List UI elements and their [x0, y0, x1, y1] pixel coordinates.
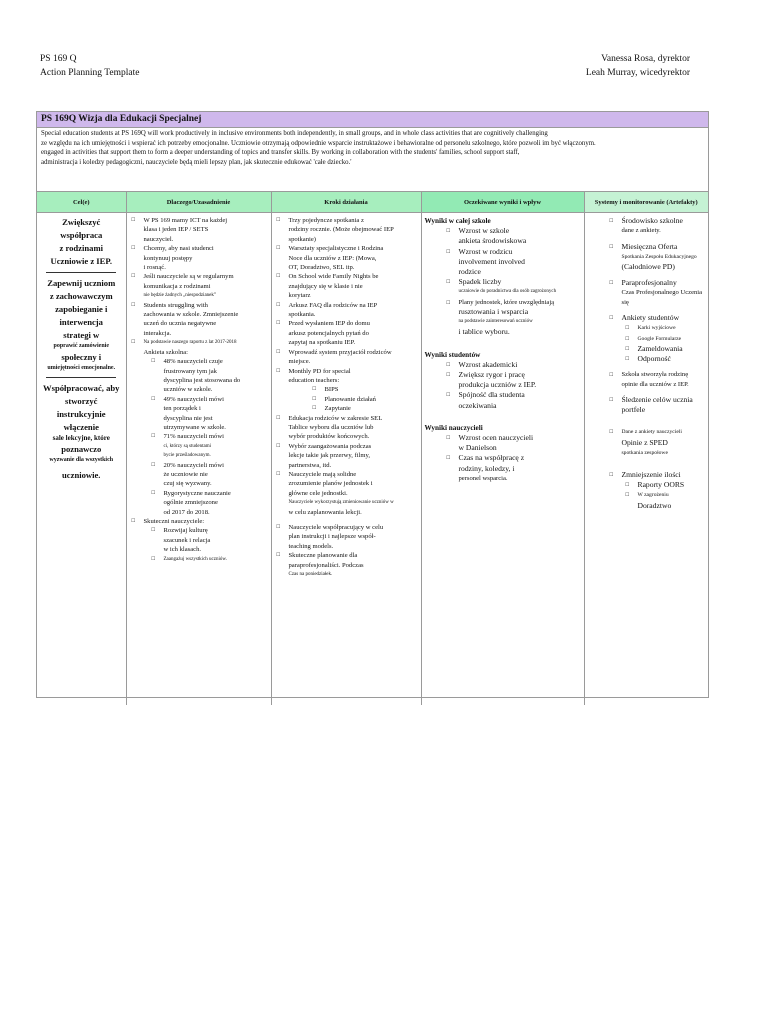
spacer [588, 458, 706, 470]
outcome-continuation [425, 307, 581, 338]
step-item [275, 367, 418, 386]
vice-director-name: Leah Murray, wicedyrektor [585, 68, 690, 78]
text: personel wsparcia. [458, 474, 508, 482]
text: Czas na poniedziałek. [288, 572, 333, 578]
header-left [40, 52, 139, 80]
goal-text: sale lekcyjne, które [52, 434, 110, 442]
text: Tablice wyboru dla uczniów lub [288, 423, 374, 431]
text: □ Rozwijaj kulturę [163, 527, 208, 535]
text: plan instrukcji i najlepsze współ- [288, 533, 376, 541]
text: Nauczyciele wykorzystują zmieniowanie uczniów w [288, 500, 394, 506]
text: ten porządek i [163, 405, 201, 413]
goal-inclusive-classrooms [40, 382, 123, 482]
text: dyscyplina jest stosowana do [163, 376, 241, 384]
goal-text: zapobieganie i [55, 304, 108, 314]
goal-text: włączenie [63, 422, 99, 432]
text: □ Plany jednostek, które uwzględniają [458, 298, 555, 306]
text: Czas Profesjonalnego Uczenia się [621, 289, 703, 306]
rationale-item [130, 272, 268, 300]
text: w ich klasach. [163, 546, 202, 554]
director-name: Vanessa Rosa, dyrektor [601, 54, 690, 64]
survey-item [130, 357, 268, 395]
goal-text: Uczniowie z IEP. [50, 256, 112, 266]
goal-text: poznawczo [61, 444, 102, 454]
text: □ Wprowadź system przyjaciół rodziców [288, 348, 392, 356]
text: □ Jeśli nauczyciele są w regularnym [143, 273, 234, 281]
step-item [275, 272, 418, 300]
goal-text: umiejętności emocjonalne. [47, 365, 116, 371]
text: □ 71% nauczycieli mówi [163, 433, 224, 441]
goal-text: z rodzinami [59, 243, 104, 253]
goal-text: uczniowie. [62, 470, 101, 480]
spacer [588, 415, 706, 427]
text: znajdujący się w klasie i nie [288, 282, 363, 290]
text: frustrowany tym jak [163, 367, 217, 375]
survey-item [130, 395, 268, 433]
text: dyscyplina nie jest [163, 414, 213, 422]
text: spotkanie) [288, 235, 316, 243]
goal-family-collaboration [40, 216, 123, 273]
goal-text: wyzwanie dla wszystkich [49, 457, 114, 463]
text: □ Miesięczna Oferta [621, 241, 678, 251]
text: Opinie z SPED [621, 437, 668, 447]
rationale-item [130, 216, 268, 244]
content-row [37, 213, 708, 706]
text: □ Spadek liczby [458, 277, 502, 287]
pd-topic: □ Zapytanie [275, 404, 418, 413]
text: klasa i jeden IEP / SETS [143, 226, 209, 234]
system-item [588, 242, 706, 273]
text: opinie dla uczniów z IEP. [621, 380, 689, 388]
divider [46, 377, 116, 378]
text: partnerstwa, itd. [288, 461, 332, 469]
text: na podstawie zainteresowań uczniów [458, 319, 533, 325]
outcome-item [425, 370, 581, 390]
step-item [275, 319, 418, 347]
text: □ Zwiększ rygor i pracę [458, 370, 525, 380]
divider [46, 272, 116, 273]
survey-type: □ Google Formularze [588, 334, 706, 344]
text: □ Wybór zaangażowania podczas [288, 442, 372, 450]
outcome-item [425, 433, 581, 453]
goal-text: współpraca [60, 230, 103, 240]
text: involvement involved [458, 256, 525, 266]
rationale-cell [126, 213, 271, 706]
text: □ On School wide Family Nights be [288, 273, 379, 281]
survey-type: □ Zameldowania [588, 344, 706, 354]
system-item [588, 395, 706, 415]
text: □ W PS 169 mamy ICT na każdej [143, 217, 228, 224]
text: □ Nauczyciele mają solidne [288, 470, 357, 478]
text: □ Arkusz FAQ dla rodziców na IEP [288, 301, 378, 309]
goal-text: Zwiększyć [62, 217, 101, 227]
text: kontynuuj postępy [143, 254, 193, 262]
text: utrzymywane w szkole. [163, 423, 226, 431]
text: □ Szkoła stworzyła rodzinę [621, 371, 689, 379]
action-plan-table [36, 111, 709, 698]
text: spotkania zespołowe [621, 449, 668, 456]
rationale-item [130, 301, 268, 339]
text: że uczniowie nie [163, 470, 208, 478]
system-item: □ Zmniejszenie ilości [588, 470, 706, 480]
text: education teachers: [288, 376, 340, 384]
outcome-item: □ Wzrost akademicki [425, 360, 581, 370]
text: □ Śledzenie celów ucznia [621, 395, 693, 405]
teacher-item: □ Zaangażuj wszystkich uczniów. [130, 555, 268, 564]
vision-line: engaged in activities that support them to form a deeper understanding of topics and transfer skills. By working in collaboration with the students' families, school support staff, [41, 149, 520, 157]
goal-text: poprawić zamówienie [53, 343, 109, 349]
outcome-item [425, 247, 581, 278]
text: nauczyciel. [143, 235, 174, 243]
text: Noce dla uczniów z IEP: (Mowa, [288, 254, 377, 262]
text: □ Wzrost w szkole [458, 226, 510, 236]
text: rodzice [458, 267, 481, 277]
col-header-systems: Systemy i monitorowanie (Artefakty) [584, 192, 708, 213]
goals-cell [37, 213, 126, 706]
text: uczniów w szkole. [163, 386, 213, 394]
text: □ 48% nauczycieli czuje [163, 358, 223, 366]
text: paraprofesjonaliści. Podczas [288, 561, 364, 569]
outcome-item [425, 277, 581, 297]
text: dane z ankiety. [621, 227, 661, 235]
text: od 2017 do 2018. [163, 508, 210, 516]
text: □ Nauczyciele współpracujący w celu [288, 524, 384, 531]
text: w celu zaplanowania lekcji. [288, 508, 362, 516]
plan-grid [37, 192, 708, 705]
text: □ Chcemy, aby nasi studenci [143, 245, 214, 253]
text: teaching models. [288, 542, 334, 550]
goal-text: stworzyć [65, 396, 98, 406]
survey-item [130, 432, 268, 460]
teacher-item [130, 526, 268, 554]
text: interakcja. [143, 329, 172, 337]
text: korytarz [288, 292, 311, 300]
text: nie będzie żadnych „niespodzianek” [143, 293, 217, 299]
text: zachowania w szkole. Zmniejszenie [143, 311, 239, 319]
goal-text: Zapewnij uczniom [47, 278, 116, 288]
text: w Danielson [458, 443, 497, 453]
text: uczniowie do poradnictwa dla osób zagrożonych [458, 289, 557, 295]
system-item [588, 427, 706, 458]
survey-item [130, 489, 268, 517]
text: uczeń do ucznia negatywne [143, 320, 217, 328]
text: główne cele jednostki. [288, 489, 348, 497]
text: ogólnie zmniejszone [163, 499, 218, 507]
goal-text: strategi w [63, 330, 100, 340]
outcome-section-title: Wyniki nauczycieli [424, 423, 483, 432]
outcome-item [425, 453, 581, 483]
text: □ 20% nauczycieli mówi [163, 461, 224, 469]
text: □ Rygorystyczne nauczanie [163, 489, 231, 497]
text: oczekiwania [458, 400, 497, 410]
vision-title: PS 169Q Wizja dla Edukacji Specjalnej [37, 112, 708, 128]
text: rusztowania i wsparcia [458, 307, 529, 317]
text: szacunek i relacja [163, 536, 211, 544]
vision-line: administracja i koledzy pedagogiczni, nauczyciele będą mieli lepszy plan, jak skutecznie edukować 'całe dziecko.' [41, 158, 352, 166]
text: rodziny rocznie. (Może obejmować IEP [288, 226, 394, 234]
system-item [588, 370, 706, 389]
text: □ Monthly PD for special [288, 367, 351, 375]
text: □ Trzy pojedyncze spotkania z [288, 217, 364, 224]
text: wybór produktów końcowych. [288, 433, 370, 441]
text: lekcje takie jak przerwy, filmy, [288, 452, 371, 460]
header-right [586, 52, 690, 80]
text: Spotkania Zespołu Edukacyjnego [621, 253, 697, 260]
step-item [275, 470, 418, 517]
survey-label: Ankieta szkolna: [143, 348, 188, 356]
text: czuj się wyzwany. [163, 480, 212, 488]
text: □ Paraprofesjonalny [621, 278, 677, 288]
text: □ Czas na współpracę z [458, 453, 525, 463]
text: zapytaj na spotkaniu IEP. [288, 339, 356, 347]
text: □ Wzrost ocen nauczycieli [458, 433, 534, 443]
text: miejsce. [288, 358, 311, 366]
pd-topic: □ Planowanie działań [275, 395, 418, 404]
text: komunikacja z rodzinami [143, 282, 211, 290]
text: i rosnąć. [143, 264, 166, 272]
goal-text: Współpracować, aby [43, 383, 120, 393]
col-header-goals: Cel(e) [37, 192, 126, 213]
goal-text: społeczny i [61, 352, 102, 362]
text: zrozumienie planów jednostek i [288, 480, 373, 488]
text: □ Edukacja rodziców w zakresie SEL [288, 414, 383, 422]
goal-text: z zachowawczym [49, 291, 113, 301]
step-item [275, 414, 418, 442]
vision-line: Special education students at PS 169Q will work productively in inclusive environments both independently, in small groups, and in whole class activities that are cognitively challenging [41, 130, 548, 137]
document-type: Action Planning Template [40, 68, 140, 78]
system-item [588, 278, 706, 307]
outcome-item [425, 226, 581, 246]
text: ci, którzy są studentami [163, 443, 211, 449]
step-item [275, 244, 418, 272]
text: □ 49% nauczycieli mówi [163, 395, 224, 403]
vision-line: ze względu na ich umiejętności i wspierać ich potrzeby emocjonalne. Uczniowie otrzymają odpowiednie wsparcie instruktażowe i behawioralne od personelu szkolnego, które pozwoli im być włączonym. [41, 139, 596, 147]
survey-type: □ Odporność [588, 354, 706, 364]
goal-text: instrukcyjnie [56, 409, 106, 419]
oors-item: □ Raporty OORS [588, 480, 706, 490]
text: OT, Doradztwo, SEL itp. [288, 264, 355, 272]
action-steps-cell [271, 213, 421, 706]
text: bycie prześladowanym. [163, 453, 211, 459]
text: produkcja uczniów z IEP. [458, 380, 537, 390]
text: arkusz potencjalnych pytań do [288, 329, 369, 337]
goal-behavior-support [40, 277, 123, 378]
text: □ Środowisko szkolne [621, 216, 683, 225]
step-item [275, 216, 418, 244]
oors-continuation: Doradztwo [637, 500, 672, 510]
system-item [588, 216, 706, 236]
system-item: □ Ankiety studentów [588, 313, 706, 323]
step-item [275, 348, 418, 367]
text: □ Wzrost w rodzicu [458, 246, 513, 256]
systems-cell [584, 213, 708, 706]
survey-item [130, 461, 268, 489]
outcomes-cell [421, 213, 584, 706]
text: □ Skuteczne planowanie dla [288, 552, 358, 560]
survey-type: □ Karki wyjściowe [588, 323, 706, 333]
col-header-why: Dlaczego/Uzasadnienie [126, 192, 271, 213]
text: portfele [621, 405, 646, 415]
spacer [425, 411, 581, 423]
text: □ Dane z ankiety nauczycieli [621, 429, 682, 436]
text: rodziny, koledzy, i [458, 463, 515, 473]
text: □ Spójność dla studenta [458, 390, 525, 400]
header-row [37, 192, 708, 213]
text: spotkania. [288, 311, 316, 319]
text: i tablice wyboru. [458, 327, 510, 337]
text: □ Przed wysłaniem IEP do domu [288, 320, 370, 328]
text: (Całodniowe PD) [621, 262, 675, 272]
vision-statement [37, 128, 708, 192]
spacer [425, 338, 581, 350]
text: □ Warsztaty specjalistyczne i Rodzina [288, 245, 384, 253]
text: ankieta środowiskowa [458, 236, 527, 246]
col-header-outcomes: Oczekiwane wyniki i wpływ [421, 192, 584, 213]
oors-item: □ W zagrożeniu [588, 490, 706, 500]
step-item [275, 442, 418, 470]
school-name: PS 169 Q [40, 54, 77, 64]
rationale-item [130, 244, 268, 272]
col-header-steps: Kroki działania [271, 192, 421, 213]
rationale-item: □ Skuteczni nauczyciele: [130, 517, 268, 526]
rationale-item: □ Na podstawie naszego raportu z lat 2017-2018 [130, 338, 268, 347]
step-item [275, 523, 418, 551]
step-item [275, 551, 418, 579]
outcome-section-title: Wyniki studentów [424, 350, 481, 359]
pd-topic: □ BIPS [275, 385, 418, 394]
outcome-item [425, 390, 581, 410]
text: □ Students struggling with [143, 301, 208, 309]
step-item [275, 301, 418, 320]
outcome-item [425, 298, 581, 307]
outcome-section-title: Wyniki w całej szkole [424, 217, 491, 225]
goal-text: interwencja [59, 317, 103, 327]
